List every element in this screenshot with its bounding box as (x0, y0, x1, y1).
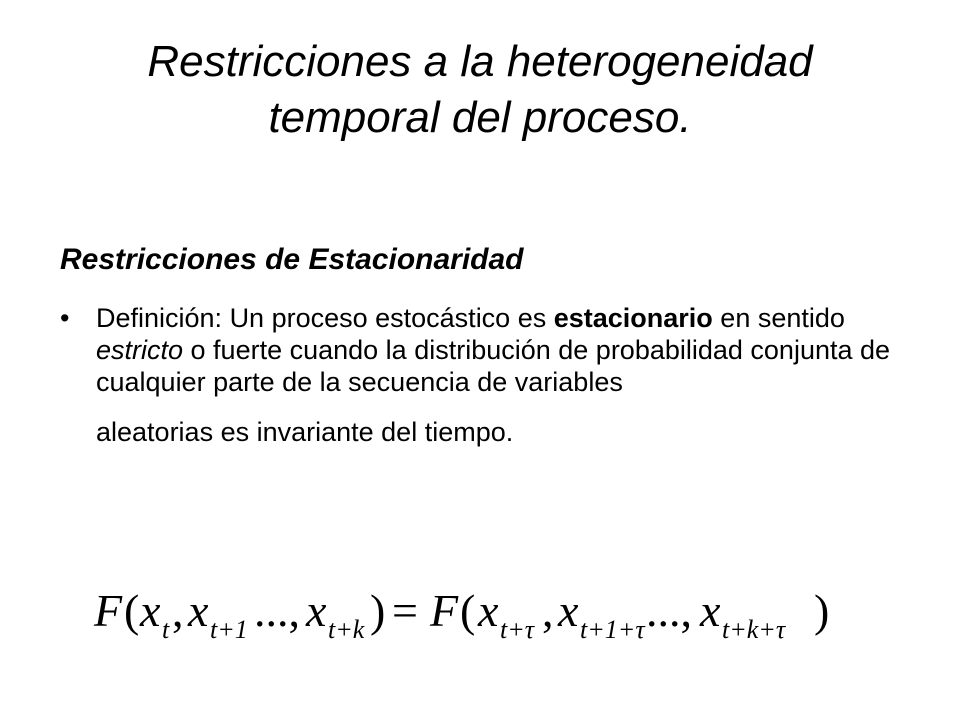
formula-sub-t1: t+1 (210, 615, 248, 644)
formula-graphic (94, 582, 854, 662)
formula-x-t: x (140, 585, 161, 636)
definition-italic-term: estricto (96, 335, 184, 365)
definition-text-part-3: o fuerte cuando la distribución de probabilidad conjunta de cualquier parte de la secuencia de variables (96, 335, 891, 397)
definition-text (96, 302, 920, 448)
formula-x-tk: x (306, 585, 327, 636)
formula-ellipsis-right: ..., (646, 585, 692, 636)
definition-text-part-2: en sentido (712, 303, 845, 333)
formula-ellipsis-left: ..., (254, 585, 300, 636)
formula-equals: = (392, 585, 418, 636)
definition-text-part-4: aleatorias es invariante del tiempo. (96, 417, 514, 447)
definition-bullet (60, 302, 920, 448)
formula-x-t1: x (188, 585, 209, 636)
slide-title-line-2: temporal del proceso. (268, 93, 692, 142)
slide-title (0, 34, 960, 146)
formula-comma-1: , (172, 585, 184, 636)
section-heading: Restricciones de Estacionaridad (60, 243, 524, 276)
formula-paren-close-left: ) (370, 585, 386, 636)
formula-comma-2: , (542, 585, 554, 636)
formula-sub-t: t (162, 615, 170, 644)
formula-sub-tktau: t+k+τ (722, 615, 786, 644)
formula-paren-close-right: ) (814, 585, 830, 636)
definition-text-part-1: Definición: Un proceso estocástico es (96, 303, 554, 333)
slide-title-line-1: Restricciones a la heterogeneidad (147, 37, 813, 86)
definition-bold-term: estacionario (553, 303, 713, 333)
stationarity-formula (94, 582, 854, 662)
formula-paren-open-right: ( (460, 585, 476, 636)
formula-F-left: F (94, 585, 123, 636)
formula-sub-ttau: t+τ (500, 615, 535, 644)
bullet-marker: • (60, 303, 70, 333)
formula-x-ttau: x (478, 585, 499, 636)
formula-x-t1tau: x (558, 585, 579, 636)
formula-sub-tk: t+k (328, 615, 365, 644)
formula-sub-t1tau: t+1+τ (580, 615, 645, 644)
formula-paren-open-left: ( (124, 585, 140, 636)
formula-F-right: F (430, 585, 459, 636)
formula-x-tktau: x (700, 585, 721, 636)
